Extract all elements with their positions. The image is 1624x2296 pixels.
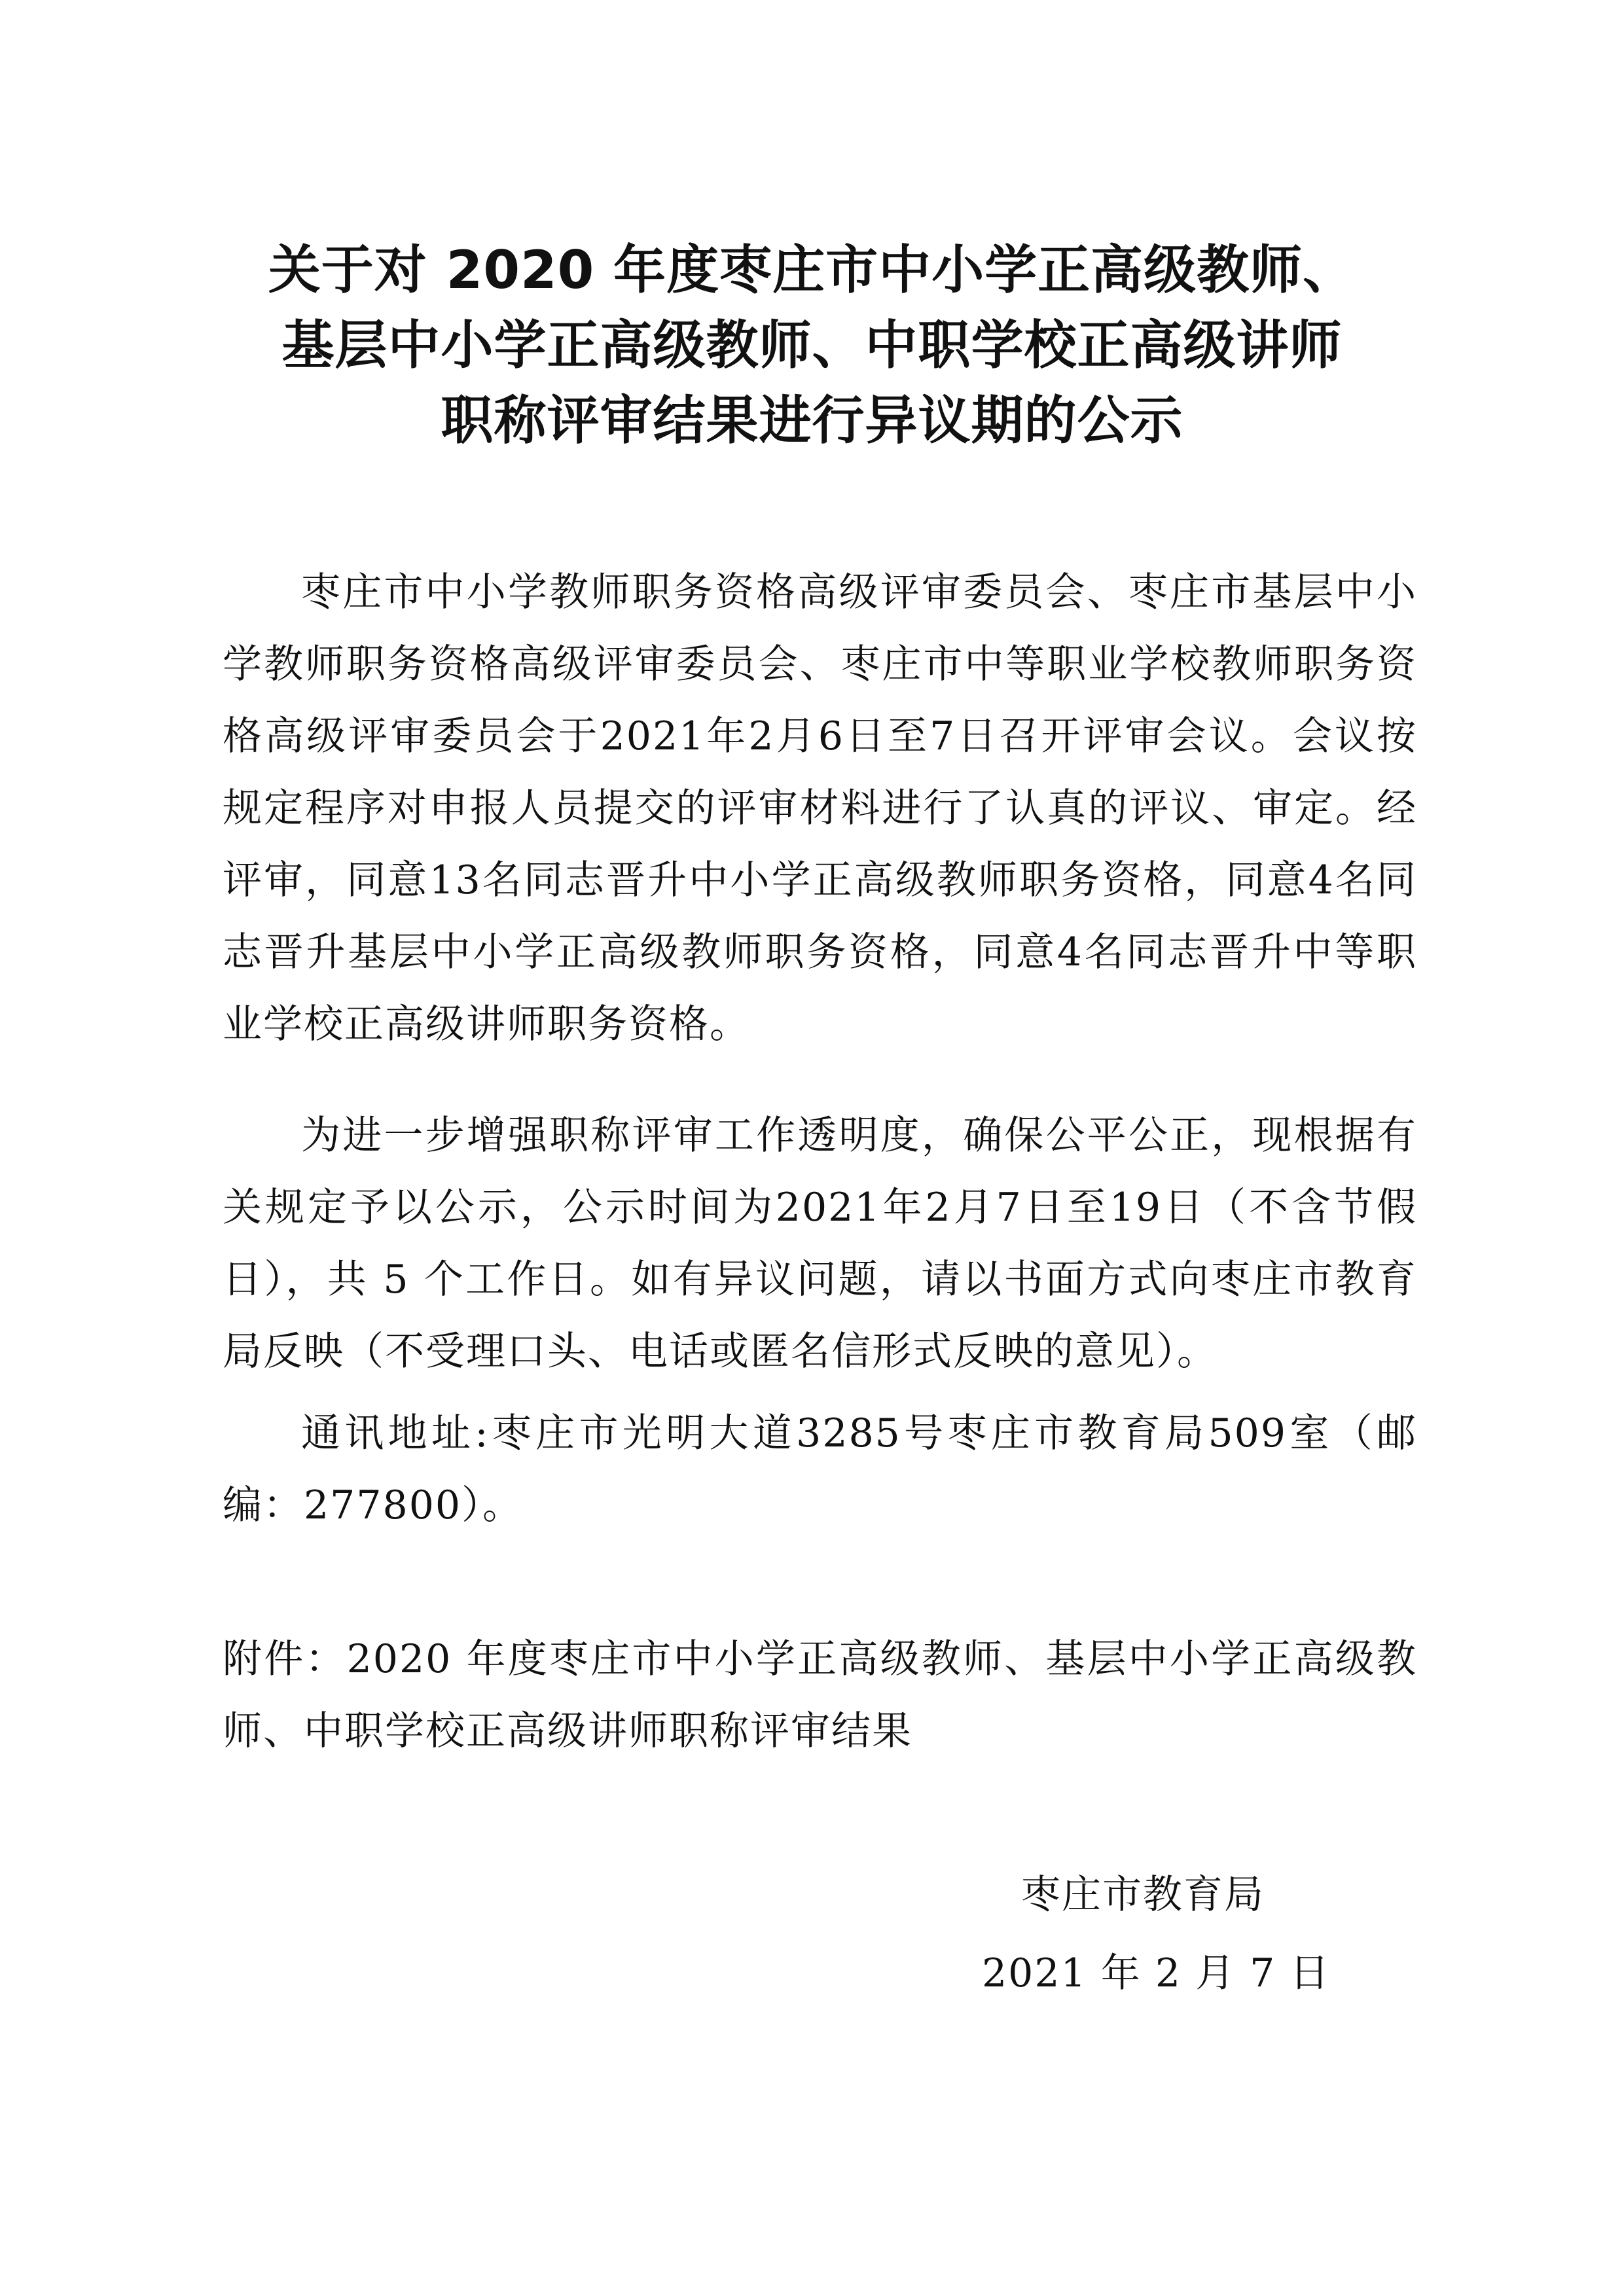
body-section-2	[223, 1100, 1417, 1388]
paragraph-mailing-address: 通讯地址:枣庄市光明大道3285号枣庄市教育局509室（邮编：277800）。	[223, 1410, 1417, 1528]
body-section-1	[223, 556, 1417, 1060]
title-line-1: 关于对 2020 年度枣庄市中小学正高级教师、	[268, 240, 1356, 300]
body-section-3	[223, 1397, 1417, 1541]
issue-date: 2021 年 2 月 7 日	[982, 1950, 1331, 1996]
title-line-2: 基层中小学正高级教师、中职学校正高级讲师	[281, 315, 1343, 376]
paragraph-review-results: 枣庄市中小学教师职务资格高级评审委员会、枣庄市基层中小学教师职务资格高级评审委员会、枣庄市中等职业学校教师职务资格高级评审委员会于2021年2月6日至7日召开评审会议。会议按规定程序对申报人员提交的评审材料进行了认真的评议、审定。经评审，同意13名同志晋升中小学正高级教师职务资格，同意4名同志晋升基层中小学正高级教师职务资格，同意4名同志晋升中等职业学校正高级讲师职务资格。	[223, 569, 1417, 1047]
issuing-organization: 枣庄市教育局	[1021, 1872, 1265, 1918]
attachment-note: 附件：2020 年度枣庄市中小学正高级教师、基层中小学正高级教师、中职学校正高级讲师职称评审结果	[223, 1636, 1417, 1754]
title-line-3: 职称评审结果进行异议期的公示	[441, 390, 1183, 451]
signature-block	[982, 1856, 1375, 2013]
paragraph-publicity-period: 为进一步增强职称评审工作透明度，确保公平公正，现根据有关规定予以公示，公示时间为2021年2月7日至19日（不含节假日），共 5 个工作日。如有异议问题，请以书面方式向枣庄市教育局反映（不受理口头、电话或匿名信形式反映的意见）。	[223, 1113, 1417, 1374]
document-title	[196, 232, 1428, 458]
